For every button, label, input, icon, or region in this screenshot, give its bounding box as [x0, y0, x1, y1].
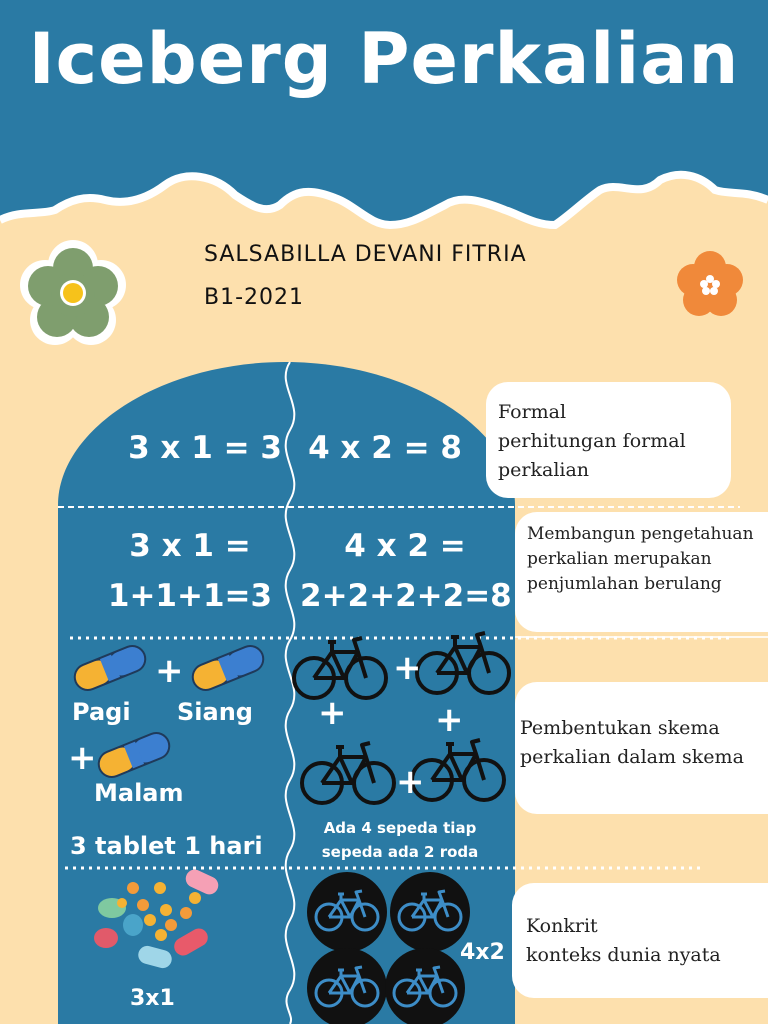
abstract-left-line1: 3 x 1 = — [129, 528, 251, 564]
author-class: B1-2021 — [204, 285, 305, 310]
card-formal-title: Formal — [498, 401, 567, 423]
card-formal — [486, 382, 731, 498]
card-concrete-text: konteks dunia nyata — [526, 944, 721, 966]
plus-sign: + — [155, 651, 184, 691]
bike-circle-icon — [390, 872, 470, 952]
abstract-right-line2: 2+2+2+2=8 — [300, 578, 512, 614]
bike-caption-line1: Ada 4 sepeda tiap — [323, 819, 477, 837]
card-model — [515, 682, 768, 814]
abstract-left-line2: 1+1+1=3 — [107, 578, 273, 614]
card-concrete-title: Konkrit — [526, 915, 598, 937]
page-title: Iceberg Perkalian — [28, 18, 740, 100]
plus-sign: + — [396, 762, 425, 802]
card-formal-text: perhitungan formal perkalian — [498, 430, 686, 481]
plus-sign: + — [318, 693, 347, 733]
flower-green-icon — [20, 240, 126, 345]
formal-left-equation: 3 x 1 = 3 — [128, 430, 282, 466]
bike-circle-icon — [307, 872, 387, 952]
plus-sign: + — [68, 738, 97, 778]
pill-label-siang: Siang — [177, 698, 253, 726]
formal-right-equation: 4 x 2 = 8 — [308, 430, 462, 466]
card-model-text: Pembentukan skema perkalian dalam skema — [520, 717, 744, 768]
pill-label-malam: Malam — [94, 779, 184, 807]
bike-caption-line2: sepeda ada 2 roda — [321, 843, 479, 861]
plus-sign: + — [393, 648, 422, 688]
plus-sign: + — [435, 700, 464, 740]
pill-caption: 3 tablet 1 hari — [70, 832, 263, 860]
concrete-right-caption: 4x2 — [460, 940, 505, 965]
flower-orange-icon — [677, 251, 743, 316]
abstract-right-line1: 4 x 2 = — [344, 528, 466, 564]
concrete-left-caption: 3x1 — [130, 986, 175, 1011]
author-name: SALSABILLA DEVANI FITRIA — [204, 242, 527, 267]
pill-label-pagi: Pagi — [72, 698, 131, 726]
card-concrete — [512, 883, 768, 998]
card-abstract-text: Membangun pengetahuan perkalian merupakan penjumlahan berulang — [527, 524, 754, 594]
card-abstract — [515, 512, 768, 632]
